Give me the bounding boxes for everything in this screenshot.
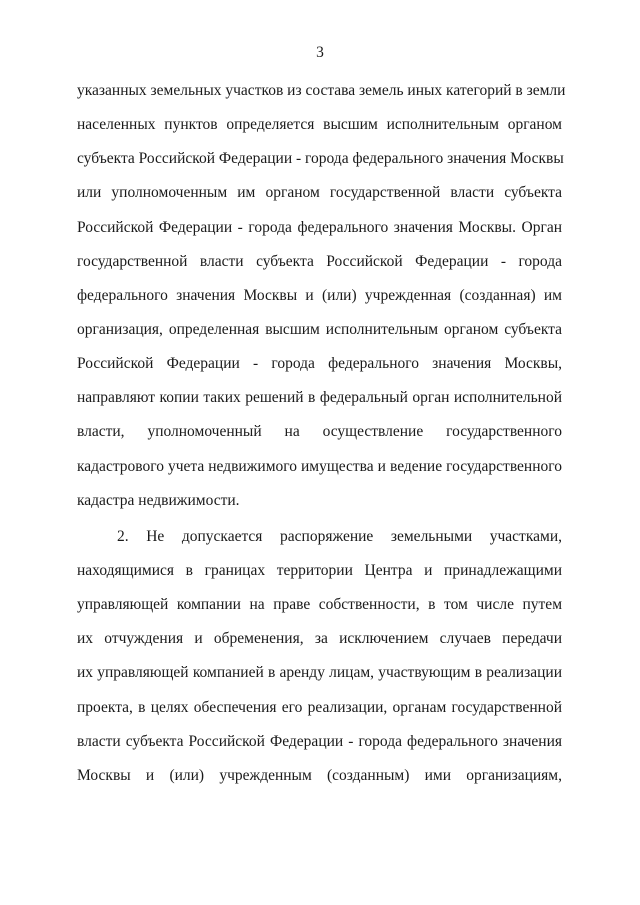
text-line: власти субъекта Российской Федерации - города федерального значения: [77, 732, 562, 750]
text-line: Российской Федерации - города федерального значения Москвы,: [77, 355, 562, 373]
text-line: или уполномоченным им органом государственной власти субъекта: [77, 184, 562, 202]
text-line: государственной власти субъекта Российской Федерации - города: [77, 252, 562, 270]
text-line: кадастра недвижимости.: [77, 491, 240, 509]
paragraph-2: [77, 520, 562, 793]
text-line: власти, уполномоченный на осуществление государственного: [77, 423, 562, 441]
paragraph-1: [77, 74, 566, 518]
text-line: их отчуждения и обременения, за исключением случаев передачи: [77, 630, 562, 648]
text-line: находящимися в границах территории Центра и принадлежащими: [77, 561, 562, 579]
text-line: Москвы и (или) учрежденным (созданным) ими организациям,: [77, 766, 562, 784]
text-line: указанных земельных участков из состава земель иных категорий в земли: [77, 82, 566, 99]
text-line: направляют копии таких решений в федеральный орган исполнительной: [77, 389, 562, 407]
text-line: субъекта Российской Федерации - города федерального значения Москвы: [77, 150, 564, 168]
text-line: управляющей компании на праве собственности, в том числе путем: [77, 596, 562, 614]
text-line: проекта, в целях обеспечения его реализации, органам государственной: [77, 698, 562, 716]
body-text: [77, 74, 566, 793]
text-line: организация, определенная высшим исполнительным органом субъекта: [77, 320, 562, 338]
text-line: Российской Федерации - города федерального значения Москвы. Орган: [77, 218, 562, 236]
text-line: 2. Не допускается распоряжение земельными участками,: [117, 527, 562, 545]
text-line: кадастрового учета недвижимого имущества и ведение государственного: [77, 457, 562, 475]
text-line: федерального значения Москвы и (или) учрежденная (созданная) им: [77, 286, 562, 304]
text-line: их управляющей компанией в аренду лицам, участвующим в реализации: [77, 664, 562, 682]
text-line: населенных пунктов определяется высшим исполнительным органом: [77, 116, 562, 134]
page-number: 3: [316, 44, 324, 61]
